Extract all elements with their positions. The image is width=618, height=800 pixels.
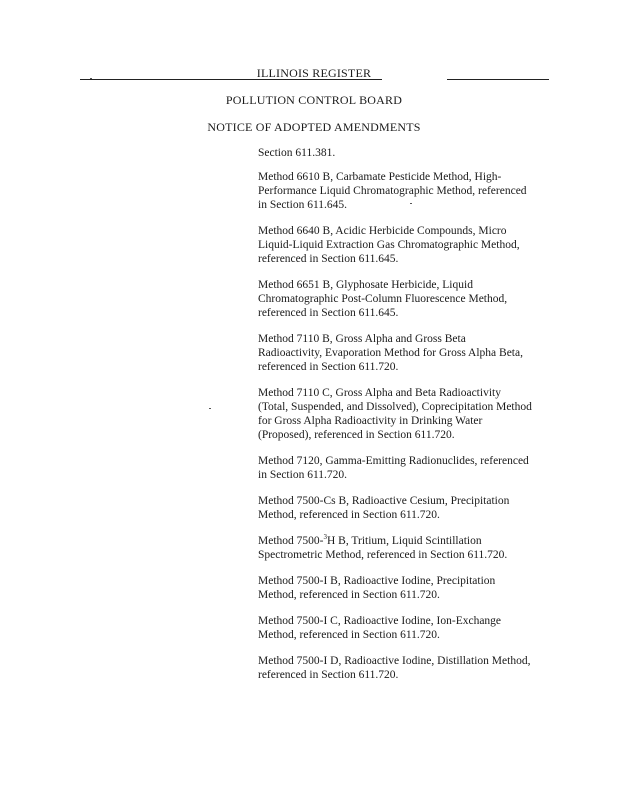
list-item: Method 7110 C, Gross Alpha and Beta Radioactivity (Total, Suspended, and Dissolved), Coprecipitation Method for Gross Alpha Radioactivity in Drinking Water (Proposed), referenced in Section 611.720.: [258, 387, 532, 441]
list-item: Method 7110 B, Gross Alpha and Gross Beta Radioactivity, Evaporation Method for Gross Alpha Beta, referenced in Section 611.720.: [258, 333, 523, 373]
superscript: 3: [323, 533, 327, 542]
list-item: Method 6651 B, Glyphosate Herbicide, Liquid Chromatographic Post-Column Fluorescence Method, referenced in Section 611.645.: [258, 279, 508, 319]
scan-speck: [90, 78, 92, 79]
list-item: Method 7500-I D, Radioactive Iodine, Distillation Method, referenced in Section 611.720.: [258, 655, 531, 681]
list-item: Method 7500-Cs B, Radioactive Cesium, Precipitation Method, referenced in Section 611.720.: [258, 495, 510, 521]
scan-speck: [410, 203, 412, 204]
list-item: Method 7120, Gamma-Emitting Radionuclides, referenced in Section 611.720.: [258, 455, 529, 481]
list-item: Method 7500-$^3$H B, Tritium, Liquid Scintillation Spectrometric Method, referenced in Section 611.720.: [258, 533, 508, 561]
register-title: ILLINOIS REGISTER: [256, 66, 372, 80]
list-item: Method 6640 B, Acidic Herbicide Compounds, Micro Liquid-Liquid Extraction Gas Chromatographic Method, referenced in Section 611.645.: [258, 225, 520, 265]
board-title: POLLUTION CONTROL BOARD: [225, 93, 403, 107]
list-item: Method 7500-I B, Radioactive Iodine, Precipitation Method, referenced in Section 611.720.: [258, 575, 496, 601]
list-item: Method 7500-I C, Radioactive Iodine, Ion-Exchange Method, referenced in Section 611.720.: [258, 615, 502, 641]
list-item: Section 611.381.: [258, 147, 336, 159]
scan-speck: [209, 408, 211, 409]
method-list: [258, 146, 558, 694]
list-item: Method 6610 B, Carbamate Pesticide Method, High- Performance Liquid Chromatographic Method, referenced in Section 611.645.: [258, 171, 527, 211]
notice-title: NOTICE OF ADOPTED AMENDMENTS: [207, 120, 421, 134]
